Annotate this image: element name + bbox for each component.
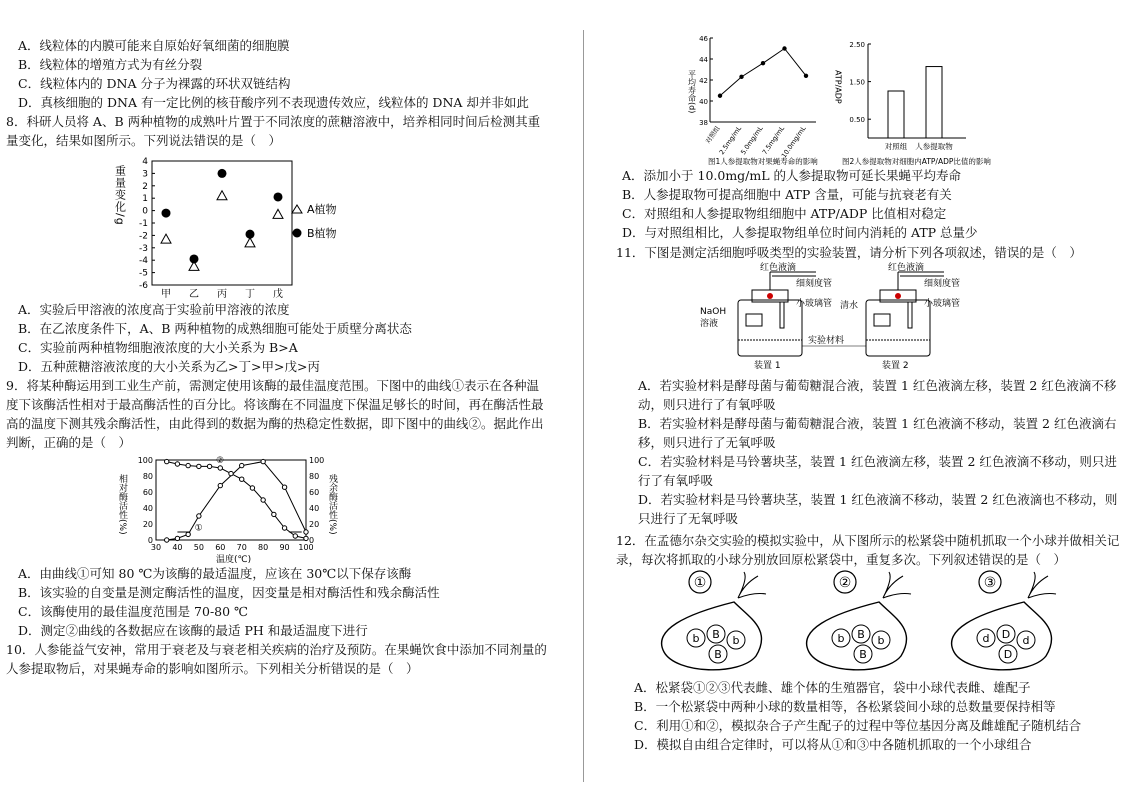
fig11-red-drop-label-2: 红色液滴 (888, 263, 925, 273)
fig9-point (229, 471, 233, 475)
fig12-bag-tie (1028, 572, 1056, 598)
q12-stem-line2: 录，每次将抓取的小球分别放回原松紧袋中，重复多次。下列叙述错误的是（ ） (616, 552, 1067, 567)
fig8-point-b (190, 254, 199, 263)
q11-option-c-line2: 行了有氧呼吸 (638, 473, 714, 488)
fig12-ball-label: D (1001, 628, 1011, 641)
q7-option-a: A．线粒体的内膜可能来自原始好氧细菌的细胞膜 (18, 38, 290, 53)
fig8-legend-triangle-icon (292, 205, 302, 213)
fig8-ytick-label: -2 (139, 231, 148, 242)
fig9-point (293, 534, 297, 538)
fig12-bag-number: ② (838, 575, 852, 591)
q9-option-c: C．该酶使用的最佳温度范围是 70-80 ℃ (18, 604, 249, 619)
q7-option-c: C．线粒体内的 DNA 分子为裸露的环状双链结构 (18, 76, 291, 91)
q9-stem-line1: 9．将某种酶运用到工业生产前，需测定使用该酶的最佳温度范围。下图中的曲线①表示在各种温 (6, 378, 539, 393)
fig9-ytick-left: 60 (142, 488, 153, 497)
fig9-ylabel-right: 残余酶活性(%) (327, 474, 337, 535)
fig10a-point (739, 75, 743, 79)
fig9-point (197, 514, 201, 518)
fig10a-category-label: 5.0mg/mL (739, 124, 765, 157)
fig10b-bar (888, 91, 904, 138)
fig9-ytick-left: 0 (147, 536, 153, 545)
fig9-point (304, 536, 308, 540)
q10-option-b: B．人参提取物可提高细胞中 ATP 含量，可能与抗衰老有关 (622, 187, 952, 202)
fig12-ball-label: b (692, 632, 700, 645)
q10-option-d: D．与对照组相比，人参提取物组单位时间内消耗的 ATP 总量少 (622, 225, 978, 240)
q9-option-d: D．测定②曲线的各数据应在该酶的最适 PH 和最适温度下进行 (18, 623, 368, 638)
fig8-ylabel: 重量变化/g (113, 165, 127, 226)
fig11-naoh-label: NaOH (700, 307, 727, 317)
fig11-red-drop-label-1: 红色液滴 (760, 263, 797, 273)
fig9-point (282, 485, 286, 489)
fig11-water-label: 清水 (840, 301, 859, 311)
fig12-ball-label: B (714, 648, 722, 661)
fig10a-ytick-label: 42 (699, 77, 708, 85)
fig8-point-b (246, 230, 255, 239)
q8-option-a: A．实验后甲溶液的浓度高于实验前甲溶液的浓度 (18, 302, 290, 317)
fig9-ytick-left: 100 (137, 456, 153, 465)
fig10a-ytick-label: 46 (699, 35, 708, 43)
fig9-ytick-right: 0 (309, 536, 315, 545)
fig12-bag (952, 571, 1056, 670)
q12-option-d: D．模拟自由组合定律时，可以将从①和③中各随机抓取的一个小球组合 (634, 737, 1032, 752)
fig10a-point (804, 74, 808, 78)
fig9-xtick-label: 80 (258, 543, 269, 552)
column-divider (583, 30, 584, 782)
fig12-bag-tie (738, 572, 766, 598)
fig10a-ytick-label: 38 (699, 119, 708, 127)
fig11-solution-label: 溶液 (700, 319, 719, 329)
q12-option-a: A．松紧袋①②③代表雌、雄个体的生殖器官，袋中小球代表雌、雄配子 (634, 680, 1031, 695)
fig8-ytick-label: -1 (139, 219, 148, 229)
fig10a-category-label: 2.5mg/mL (717, 124, 744, 157)
fig12-ball-label: b (837, 632, 845, 645)
fig9-xtick-label: 50 (193, 543, 204, 552)
fig9-ytick-right: 40 (309, 504, 320, 513)
fig9-curve-2-label: ② (216, 456, 225, 467)
fig9-point (250, 486, 254, 490)
fig10a-series-line (720, 49, 806, 96)
fig8-ytick-label: -4 (139, 256, 148, 267)
q12-option-b: B．一个松紧袋中两种小球的数量相等，各松紧袋间小球的总数量要保持相等 (634, 699, 1056, 714)
fig11-device-1-label: 装置 1 (754, 361, 781, 371)
fig12-ball-label: b (877, 634, 885, 647)
fig12-bags (650, 568, 1080, 674)
fig10b-category-label: 对照组 (884, 142, 908, 151)
fig9-ytick-right: 100 (309, 456, 325, 465)
fig9-point (165, 538, 169, 542)
fig11-small-tube-label-2: 小玻璃管 (924, 299, 961, 309)
fig8-point-b (274, 192, 283, 201)
fig10a-category-label: 对照组 (703, 124, 722, 146)
fig12-bag (662, 571, 766, 670)
fig8-ytick-label: -6 (139, 281, 148, 291)
fig9-line-chart (118, 452, 348, 564)
q11-option-b-line1: B．若实验材料是酵母菌与葡萄糖混合液，装置 1 红色液滴不移动，装置 2 红色液滴右 (638, 416, 1117, 431)
fig12-ball-label: B (712, 628, 720, 641)
q10-option-a: A．添加小于 10.0mg/mL 的人参提取物可延长果蝇平均寿命 (622, 168, 962, 183)
q9-option-b: B．该实验的自变量是测定酶活性的温度，因变量是相对酶活性和残余酶活性 (18, 585, 440, 600)
q11-option-a-line2: 动，则只进行了有氧呼吸 (638, 397, 776, 412)
q11-option-a-line1: A．若实验材料是酵母菌与葡萄糖混合液，装置 1 红色液滴左移，装置 2 红色液滴不移 (638, 378, 1117, 393)
fig10b-bar (926, 67, 942, 138)
fig9-xtick-label: 90 (279, 543, 290, 552)
q8-option-c: C．实验前两种植物细胞液浓度的大小关系为 B>A (18, 340, 298, 355)
fig9-point (186, 532, 190, 536)
fig8-category-label: 丁 (245, 289, 255, 300)
fig9-xtick-label: 70 (236, 543, 247, 552)
fig8-ytick-label: -5 (139, 268, 148, 279)
fig11-scale-tube-label-2: 细刻度管 (924, 279, 961, 289)
fig12-ball-label: b (732, 634, 740, 647)
fig9-xtick-label: 30 (150, 543, 162, 552)
fig10b-ytick-label: 1.50 (849, 78, 865, 87)
fig9-ytick-left: 20 (142, 520, 153, 529)
q8-option-b: B．在乙浓度条件下，A、B 两种植物的成熟细胞可能处于质壁分离状态 (18, 321, 412, 336)
q7-option-b: B．线粒体的增殖方式为有丝分裂 (18, 57, 203, 72)
fig12-bag-tie (883, 572, 911, 598)
q9-stem-line2: 度下该酶活性相对于最高酶活性的百分比。将该酶在不同温度下保温足够长的时间，再在酶活性最 (6, 397, 544, 412)
fig9-xtick-label: 40 (172, 543, 183, 552)
fig12-ball-label: B (857, 628, 865, 641)
fig8-plot-frame (152, 161, 292, 285)
fig9-xtick-label: 60 (215, 543, 226, 552)
q11-option-d-line1: D．若实验材料是马铃薯块茎，装置 1 红色液滴不移动，装置 2 红色液滴也不移动，则 (638, 492, 1118, 507)
fig10b-ytick-label: 2.50 (849, 41, 865, 49)
fig9-point (282, 526, 286, 530)
fig9-point (261, 498, 265, 502)
fig9-point (218, 483, 222, 487)
fig8-category-label: 乙 (189, 289, 199, 300)
fig11-device-2-label: 装置 2 (882, 361, 909, 371)
fig9-point (186, 463, 190, 467)
fig8-point-a (161, 234, 171, 243)
fig9-ytick-right: 20 (309, 520, 320, 529)
fig9-point (175, 462, 179, 466)
fig10-charts (687, 30, 1010, 170)
fig10a-caption: 图1人参提取物对果蝇寿命的影响 (708, 157, 818, 166)
fig8-ytick-label: 2 (142, 181, 148, 192)
fig12-bag-number: ③ (983, 575, 997, 591)
q8-stem-line2: 量变化，结果如图所示。下列说法错误的是（ ） (6, 133, 282, 148)
fig12-ball-label: d (982, 632, 990, 645)
q12-stem-line1: 12．在孟德尔杂交实验的模拟实验中，从下图所示的松紧袋中随机抓取一个小球并做相关记 (616, 533, 1120, 548)
q10-stem-line1: 10．人参能益气安神，常用于衰老及与衰老相关疾病的治疗及预防。在果蝇饮食中添加不同剂量的 (6, 642, 547, 657)
fig9-point (272, 512, 276, 516)
fig9-point (165, 459, 169, 463)
q10-stem-line2: 人参提取物后，对果蝇寿命的影响如图所示。下列相关分析错误的是（ ） (6, 661, 419, 676)
fig9-ytick-right: 60 (309, 488, 320, 497)
fig9-point (175, 536, 179, 540)
fig9-point (240, 477, 244, 481)
fig8-ytick-label: 4 (142, 157, 148, 167)
q8-stem-line1: 8．科研人员将 A、B 两种植物的成熟叶片置于不同浓度的蔗糖溶液中，培养相同时间后检测其重 (6, 114, 541, 129)
fig12-ball-label: B (859, 648, 867, 661)
fig11-small-tube-label-1: 小玻璃管 (796, 299, 833, 309)
fig10b-ylabel: ATP/ADP (833, 70, 843, 104)
q11-option-c-line1: C．若实验材料是马铃薯块茎，装置 1 红色液滴左移，装置 2 红色液滴不移动，则只进 (638, 454, 1117, 469)
fig10b-ytick-label: 0.50 (849, 116, 865, 125)
fig10b-caption: 图2人参提取物对细胞内ATP/ADP比值的影响 (842, 157, 991, 166)
fig11-apparatus (690, 262, 990, 374)
fig8-legend-circle-icon (293, 229, 302, 238)
fig9-xlabel: 温度(℃) (216, 555, 252, 565)
fig8-category-label: 丙 (217, 289, 227, 300)
fig8-category-label: 戊 (273, 289, 283, 300)
q11-option-b-line2: 移，则只进行了无氧呼吸 (638, 435, 776, 450)
fig9-xtick-label: 100 (298, 543, 314, 552)
fig8-point-a (217, 191, 227, 200)
fig8-scatter-chart (110, 155, 370, 300)
fig9-ylabel-left: 相对酶活性(%) (117, 474, 127, 535)
fig8-ytick-label: 1 (142, 194, 148, 205)
fig9-ytick-right: 80 (309, 472, 320, 481)
fig10a-category-label: 10.0mg/mL (779, 124, 808, 160)
fig10a-point (718, 94, 722, 98)
fig9-point (207, 464, 211, 468)
q12-option-c: C．利用①和②，模拟杂合子产生配子的过程中等位基因分离及雌雄配子随机结合 (634, 718, 1082, 733)
fig12-bag (807, 571, 911, 670)
q8-option-d: D．五种蔗糖溶液浓度的大小关系为乙>丁>甲>戊>丙 (18, 359, 320, 374)
q11-option-d-line2: 只进行了无氧呼吸 (638, 511, 739, 526)
fig9-point (261, 459, 265, 463)
fig10a-category-label: 7.5mg/mL (760, 124, 787, 157)
fig9-point (304, 530, 308, 534)
fig12-bag-number: ① (693, 575, 707, 591)
fig8-legend-b: B植物 (307, 227, 337, 240)
fig8-ytick-label: 3 (142, 169, 148, 180)
q10-option-c: C．对照组和人参提取物组细胞中 ATP/ADP 比值相对稳定 (622, 206, 947, 221)
fig10a-point (761, 61, 765, 65)
fig10b-category-label: 人参提取物 (915, 142, 953, 151)
fig11-scale-tube-label-1: 细刻度管 (796, 279, 833, 289)
fig10a-ylabel: 平均寿命(d) (687, 70, 697, 114)
q11-stem: 11．下图是测定活细胞呼吸类型的实验装置，请分析下列各项叙述，错误的是（ ） (616, 245, 1082, 260)
fig9-ytick-left: 80 (142, 472, 153, 481)
fig9-point (240, 463, 244, 467)
fig10a-ytick-label: 44 (699, 56, 708, 64)
fig8-category-label: 甲 (161, 289, 171, 300)
q9-stem-line4: 判断，正确的是（ ） (6, 435, 132, 450)
q7-option-d: D．真核细胞的 DNA 有一定比例的核苷酸序列不表现遗传效应，线粒体的 DNA 却并非如此 (18, 95, 529, 110)
fig12-ball-label: D (1003, 648, 1013, 661)
q9-option-a: A．由曲线①可知 80 ℃为该酶的最适温度，应该在 30℃以下保存该酶 (18, 566, 412, 581)
fig9-curve-1-label: ① (194, 523, 203, 534)
fig9-ytick-left: 40 (142, 504, 153, 513)
fig8-point-a (245, 238, 255, 247)
fig12-ball-label: d (1022, 634, 1030, 647)
fig8-ytick-label: 0 (142, 206, 148, 217)
fig9-point (218, 466, 222, 470)
fig11-material-label: 实验材料 (808, 336, 845, 346)
fig10a-ytick-label: 40 (699, 98, 708, 106)
fig8-point-b (162, 209, 171, 218)
fig9-point (197, 464, 201, 468)
fig8-point-a (273, 209, 283, 218)
fig8-legend-a: A植物 (307, 203, 337, 216)
fig8-point-b (218, 169, 227, 178)
q9-stem-line3: 高的温度下测其残余酶活性，由此得到的数据为酶的热稳定性数据，即下图中的曲线②。据此作出 (6, 416, 544, 431)
fig8-ytick-label: -3 (139, 243, 148, 254)
fig10a-point (782, 46, 786, 50)
